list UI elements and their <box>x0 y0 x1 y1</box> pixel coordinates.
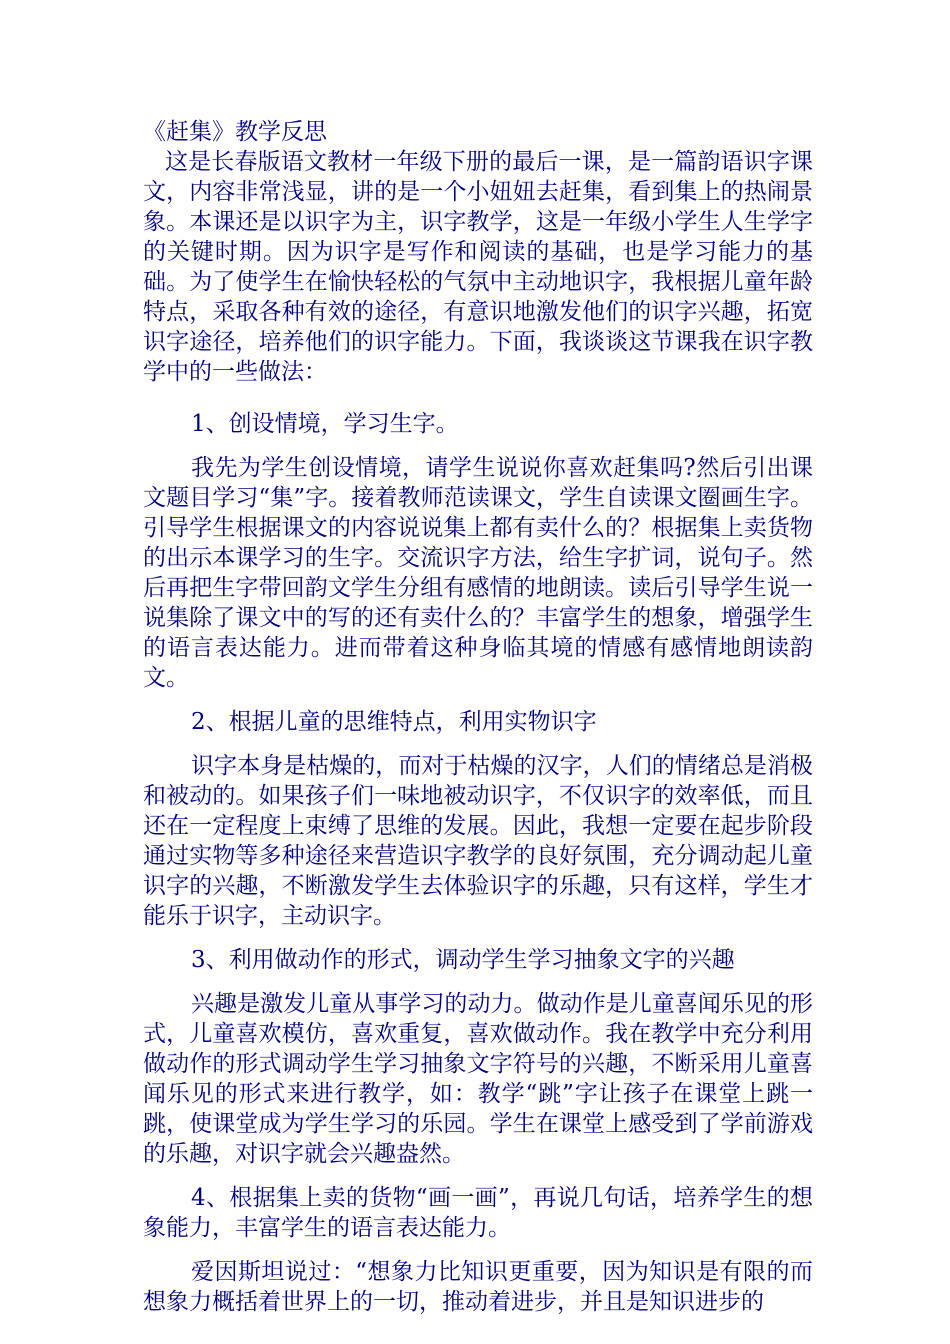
section-heading-2: 2、根据儿童的思维特点，利用实物识字 <box>191 709 597 735</box>
intro-paragraph: 这是长春版语文教材一年级下册的最后一课，是一篇韵语识字课文，内容非常浅显，讲的是一个小妞妞去赶集，看到集上的热闹景象。本课还是以识字为主，识字教学，这是一年级小学生人生学字的关键时期。因为识字是写作和阅读的基础，也是学习能力的基础。为了使学生在愉快轻松的气氛中主动地识字，我根据儿童年龄特点，采取各种有效的途径，有意识地激发他们的识字兴趣，拓宽识字途径，培养他们的识字能力。下面，我谈谈这节课我在识字教学中的一些做法： <box>143 149 813 385</box>
section-heading-3: 3、利用做动作的形式，调动学生学习抽象文字的兴趣 <box>191 947 735 973</box>
section-body-1: 我先为学生创设情境，请学生说说你喜欢赶集吗?然后引出课文题目学习“集”字。接着教师范读课文，学生自读课文圈画生字。引导学生根据课文的内容说说集上都有卖什么的？根据集上卖货物的出示本课学习的生字。交流识字方法，给生字扩词，说句子。然后再把生字带回韵文学生分组有感情的地朗读。读后引导学生说一说集除了课文中的写的还有卖什么的？丰富学生的想象，增强学生的语言表达能力。进而带着这种身临其境的情感有感情地朗读韵文。 <box>143 455 813 691</box>
document-page <box>143 117 813 1317</box>
section-heading-1: 1、创设情境，学习生字。 <box>191 411 459 437</box>
section-body-2: 识字本身是枯燥的，而对于枯燥的汉字，人们的情绪总是消极和被动的。如果孩子们一味地被动识字，不仅识字的效率低，而且还在一定程度上束缚了思维的发展。因此，我想一定要在起步阶段通过实物等多种途径来营造识字教学的良好氛围，充分调动起儿童识字的兴趣，不断激发学生去体验识字的乐趣，只有这样，学生才能乐于识字，主动识字。 <box>143 753 813 929</box>
section-body-3: 兴趣是激发儿童从事学习的动力。做动作是儿童喜闻乐见的形式，儿童喜欢模仿，喜欢重复，喜欢做动作。我在教学中充分利用做动作的形式调动学生学习抽象文字符号的兴趣，不断采用儿童喜闻乐见的形式来进行教学，如：教学“跳”字让孩子在课堂上跳一跳，使课堂成为学生学习的乐园。学生在课堂上感受到了学前游戏的乐趣，对识字就会兴趣盎然。 <box>143 991 813 1167</box>
section-body-4: 爱因斯坦说过：“想象力比知识更重要，因为知识是有限的而想象力概括着世界上的一切，推动着进步，并且是知识进步的 <box>143 1259 813 1315</box>
section-heading-4: 4、根据集上卖的货物“画一画”，再说几句话，培养学生的想象能力，丰富学生的语言表达能力。 <box>143 1185 813 1241</box>
document-title: 《赶集》教学反思 <box>143 119 327 145</box>
